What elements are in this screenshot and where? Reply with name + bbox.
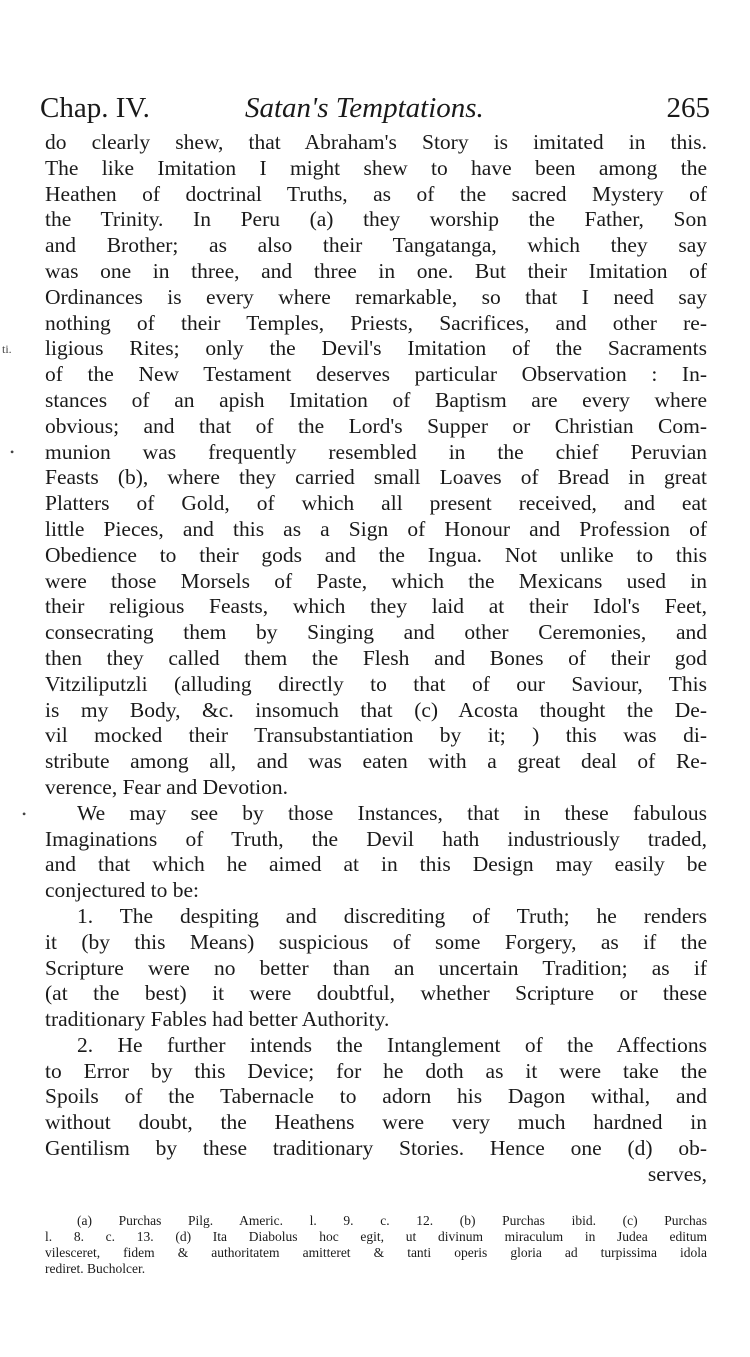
text-line: obvious; and that of the Lord's Supper or Christian Com- (45, 413, 707, 438)
footnotes (45, 1213, 707, 1277)
text-line: Spoils of the Tabernacle to adorn his Dagon withal, and (45, 1084, 707, 1109)
text-line: is my Body, &c. insomuch that (c) Acosta thought the De- (45, 697, 707, 722)
footnote-line: rediret. Bucholcer. (45, 1261, 146, 1276)
text-line: Gentilism by these traditionary Stories. Hence one (d) ob- (45, 1136, 707, 1161)
footnote-line: (a) Purchas Pilg. Americ. l. 9. c. 12. (b) Purchas ibid. (c) Purchas (77, 1213, 707, 1228)
running-title: Satan's Temptations. (245, 92, 484, 124)
text-line: little Pieces, and this as a Sign of Honour and Profession of (45, 516, 707, 541)
text-line: stances of an apish Imitation of Baptism are every where (45, 387, 707, 412)
text-line: Ordinances is every where remarkable, so that I need say (45, 284, 707, 309)
margin-mark: ti. (2, 342, 12, 356)
margin-mark: • (10, 445, 15, 459)
text-line: munion was frequently resembled in the chief Peruvian (45, 439, 707, 464)
text-line: Platters of Gold, of which all present received, and eat (45, 491, 707, 516)
text-line: to Error by this Device; for he doth as it were take the (45, 1058, 707, 1083)
text-line: 2. He further intends the Intanglement of the Affections (77, 1032, 707, 1057)
catchword: serves, (647, 1161, 707, 1186)
text-line: it (by this Means) suspicious of some Forgery, as if the (45, 929, 707, 954)
text-line: consecrating them by Singing and other Ceremonies, and (45, 620, 707, 645)
text-line: their religious Feasts, which they laid at their Idol's Feet, (45, 594, 707, 619)
text-line: traditionary Fables had better Authority. (45, 1007, 390, 1032)
text-line: Obedience to their gods and the Ingua. Not unlike to this (45, 542, 707, 567)
text-line: and Brother; as also their Tangatanga, which they say (45, 233, 707, 258)
text-line: then they called them the Flesh and Bones of their god (45, 645, 707, 670)
text-line: without doubt, the Heathens were very much hardned in (45, 1110, 707, 1135)
footnote-line: l. 8. c. 13. (d) Ita Diabolus hoc egit, ut divinum miraculum in Judea editum (45, 1229, 707, 1244)
body-text (45, 130, 707, 1188)
margin-mark: • (22, 807, 27, 821)
text-line: ligious Rites; only the Devil's Imitation of the Sacraments (45, 336, 707, 361)
text-line: Heathen of doctrinal Truths, as of the sacred Mystery of (45, 181, 707, 206)
text-line: vil mocked their Transubstantiation by it; ) this was di- (45, 723, 707, 748)
text-line: conjectured to be: (45, 878, 200, 903)
text-line: The like Imitation I might shew to have been among the (45, 155, 707, 180)
running-header (40, 88, 710, 128)
text-line: was one in three, and three in one. But their Imitation of (45, 258, 707, 283)
chapter-label: Chap. IV. (40, 92, 150, 124)
text-line: Scripture were no better than an uncertain Tradition; as if (45, 955, 707, 980)
text-line: of the New Testament deserves particular Observation : In- (45, 362, 707, 387)
text-line: were those Morsels of Paste, which the Mexicans used in (45, 568, 707, 593)
text-line: the Trinity. In Peru (a) they worship the Father, Son (45, 207, 707, 232)
text-line: We may see by those Instances, that in these fabulous (77, 800, 707, 825)
text-line: do clearly shew, that Abraham's Story is imitated in this. (45, 130, 707, 154)
page-number: 265 (666, 92, 710, 124)
text-line: 1. The despiting and discrediting of Truth; he renders (77, 903, 707, 928)
text-line: Feasts (b), where they carried small Loaves of Bread in great (45, 465, 707, 490)
text-line: verence, Fear and Devotion. (45, 774, 288, 799)
text-line: nothing of their Temples, Priests, Sacrifices, and other re- (45, 310, 707, 335)
text-line: (at the best) it were doubtful, whether Scripture or these (45, 981, 707, 1006)
text-line: stribute among all, and was eaten with a great deal of Re- (45, 749, 707, 774)
text-line: Vitziliputzli (alluding directly to that of our Saviour, This (45, 671, 707, 696)
text-line: and that which he aimed at in this Design may easily be (45, 852, 707, 877)
footnote-line: vilesceret, fidem & authoritatem amitteret & tanti operis gloria ad turpissima idola (45, 1245, 707, 1260)
text-line: Imaginations of Truth, the Devil hath industriously traded, (45, 826, 707, 851)
